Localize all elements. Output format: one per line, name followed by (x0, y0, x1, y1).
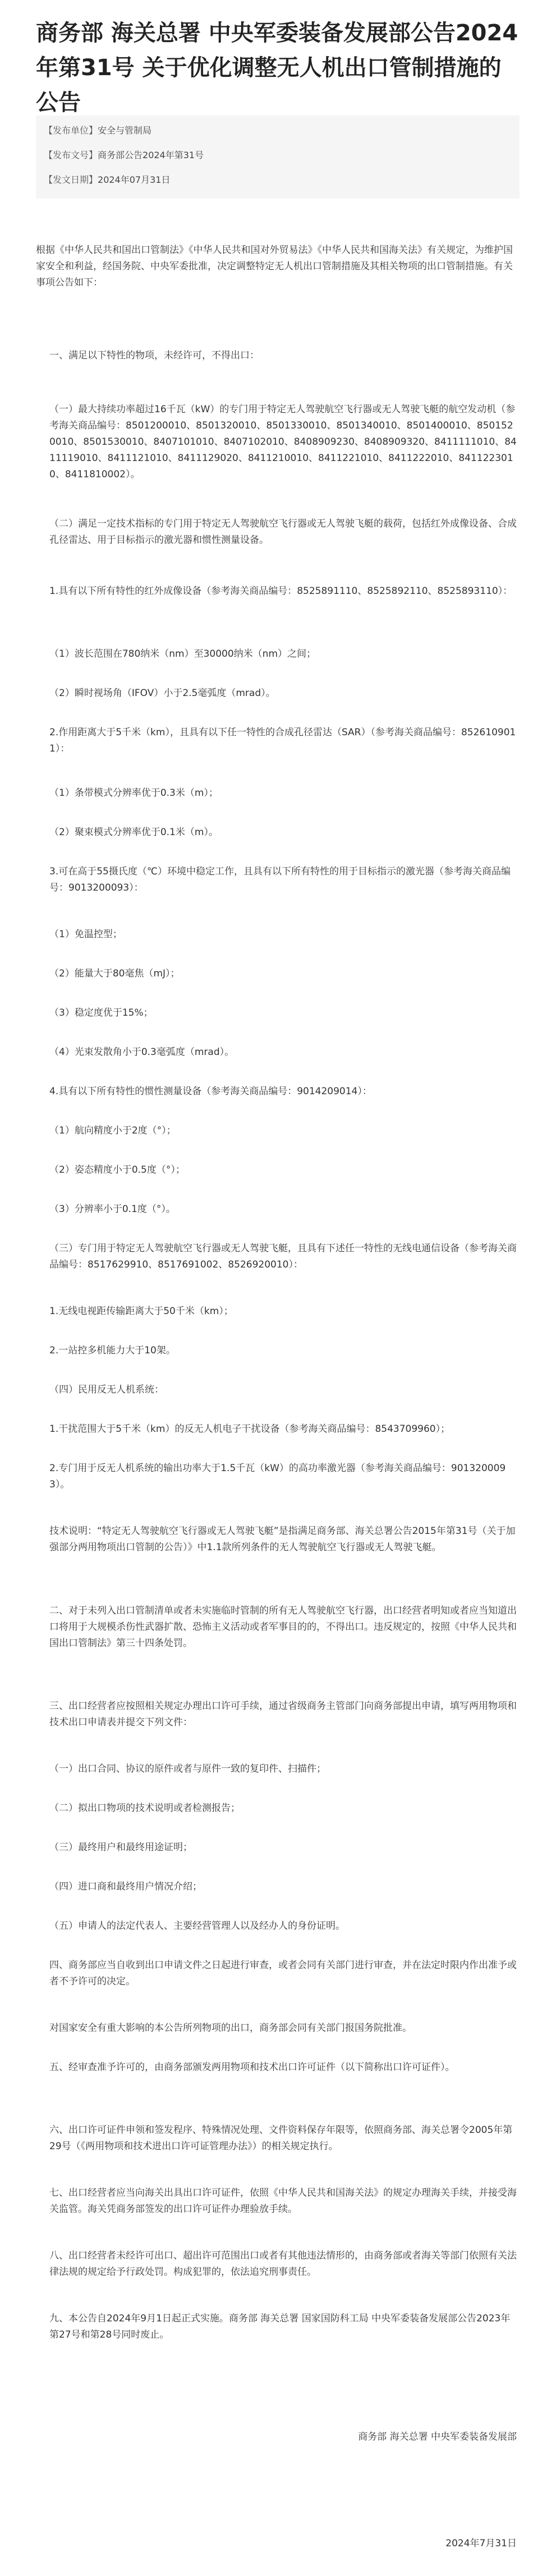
intro-paragraph: 根据《中华人民共和国出口管制法》《中华人民共和国对外贸易法》《中华人民共和国海关法》有关规定，为维护国家安全和利益，经国务院、中央军委批准，决定调整特定无人机出口管制措施及其相关物项的出口管制措施。有关事项公告如下： (36, 245, 513, 288)
paragraph: （四）民用反无人机系统： (49, 1384, 164, 1395)
meta-doc-no-value: 商务部公告2024年第31号 (98, 150, 204, 160)
paragraph: （四）进口商和最终用户情况介绍； (49, 1881, 202, 1892)
paragraph: 九、本公告自2024年9月1日起正式实施。商务部 海关总署 国家国防科工局 中央军委装备发展部公告2023年第27号和第28号同时废止。 (49, 2313, 511, 2340)
paragraph: （五）申请人的法定代表人、主要经营管理人以及经办人的身份证明。 (49, 1920, 345, 1932)
paragraph: （1）免温控型； (49, 929, 122, 940)
paragraph: 六、出口许可证件申领和签发程序、特殊情况处理、文件资料保存年限等，依照商务部、海关总署令2005年第29号（《两用物项和技术进出口许可证管理办法》）的相关规定执行。 (49, 2125, 513, 2152)
meta-doc-no-label: 【发布文号】 (44, 150, 98, 160)
paragraph: 五、经审查准予许可的，由商务部颁发两用物项和技术出口许可证件（以下简称出口许可证件）。 (49, 2062, 455, 2073)
paragraph: （1）航向精度小于2度（°）； (49, 1125, 176, 1136)
paragraph: （一）最大持续功率超过16千瓦（kW）的专门用于特定无人驾驶航空飞行器或无人驾驶飞艇的航空发动机（参考海关商品编号：8501200010、8501320010、8501330010、8501340010、8501400010、8501520010、8501530010、8407101010、8407102010、8408909230、8408909320、8411111010、8411119010、8411121010、8411129020、8411210010、8411221010、8411222010、8411223010、8411810002）。 (49, 404, 517, 480)
paragraph: 三、出口经营者应按照相关规定办理出口许可手续，通过省级商务主管部门向商务部提出申请，填写两用物项和技术出口申请表并提交下列文件： (49, 1701, 517, 1728)
paragraph: 八、出口经营者未经许可出口、超出许可范围出口或者有其他违法情形的，由商务部或者海关等部门依照有关法律法规的规定给予行政处罚。构成犯罪的，依法追究刑事责任。 (49, 2250, 517, 2278)
meta-date-label: 【发文日期】 (44, 174, 98, 185)
meta-publisher-label: 【发布单位】 (44, 125, 98, 136)
paragraph: 技术说明：“特定无人驾驶航空飞行器或无人驾驶飞艇”是指满足商务部、海关总署公告2015年第31号（关于加强部分两用物项出口管制的公告）》中1.1款所列条件的无人驾驶航空飞行器或无人驾驶飞艇。 (49, 1526, 516, 1553)
paragraph: （2）姿态精度小于0.5度（°）； (49, 1164, 185, 1176)
paragraph: 1.具有以下所有特性的红外成像设备（参考海关商品编号：8525891110、8525892110、8525893110）： (49, 586, 513, 597)
paragraph: （2）瞬时视场角（IFOV）小于2.5毫弧度（mrad）。 (49, 688, 275, 699)
paragraph: （1）波长范围在780纳米（nm）至30000纳米（nm）之间； (49, 648, 316, 660)
meta-doc-no (44, 148, 204, 161)
signature: 商务部 海关总署 中央军委装备发展部 (358, 2431, 517, 2443)
meta-publisher (44, 123, 151, 136)
paragraph: 2.作用距离大于5千米（km），且具有以下任一特性的合成孔径雷达（SAR）（参考海关商品编号：8526109011）： (49, 727, 516, 754)
paragraph: （三）专门用于特定无人驾驶航空飞行器或无人驾驶飞艇，且具有下述任一特性的无线电通信设备（参考海关商品编号：8517629910、8517691002、8526920010）： (49, 1243, 517, 1270)
paragraph: （二）满足一定技术指标的专门用于特定无人驾驶航空飞行器或无人驾驶飞艇的载荷，包括红外成像设备、合成孔径雷达、用于目标指示的激光器和惯性测量设备。 (49, 518, 517, 546)
paragraph: （2）能量大于80毫焦（mJ）； (49, 968, 180, 979)
paragraph: （1）条带模式分辨率优于0.3米（m）； (49, 787, 218, 799)
paragraph: 3.可在高于55摄氏度（℃）环境中稳定工作，且具有以下所有特性的用于目标指示的激光器（参考海关商品编号：9013200093）： (49, 866, 511, 893)
paragraph: 4.具有以下所有特性的惯性测量设备（参考海关商品编号：9014209014）： (49, 1086, 372, 1097)
paragraph: （2）聚束模式分辨率优于0.1米（m）。 (49, 827, 218, 838)
paragraph: （三）最终用户和最终用途证明； (49, 1842, 192, 1853)
paragraph: （3）稳定度优于15%； (49, 1007, 153, 1019)
paragraph: （一）出口合同、协议的原件或者与原件一致的复印件、扫描件； (49, 1763, 326, 1775)
meta-date (44, 173, 170, 186)
paragraph: 四、商务部应当自收到出口申请文件之日起进行审查，或者会同有关部门进行审查，并在法定时限内作出准予或者不予许可的决定。 (49, 1960, 517, 1987)
sign-date: 2024年7月31日 (445, 2538, 517, 2549)
section-heading-1: 一、满足以下特性的物项，未经许可，不得出口： (49, 350, 259, 361)
paragraph: 2.一站控多机能力大于10架。 (49, 1345, 176, 1356)
paragraph: （3）分辨率小于0.1度（°）。 (49, 1204, 176, 1215)
document-meta-box (36, 116, 520, 199)
page-title: 商务部 海关总署 中央军委装备发展部公告2024年第31号 关于优化调整无人机出口管制措施的公告 (36, 20, 518, 116)
meta-publisher-value: 安全与管制局 (98, 125, 152, 136)
paragraph: 对国家安全有重大影响的本公告所列物项的出口，商务部会同有关部门报国务院批准。 (49, 2022, 412, 2034)
paragraph: （4）光束发散角小于0.3毫弧度（mrad）。 (49, 1047, 235, 1058)
paragraph: 1.无线电视距传输距离大于50千米（km）； (49, 1306, 233, 1317)
paragraph: 1.干扰范围大于5千米（km）的反无人机电子干扰设备（参考海关商品编号：8543709960）； (49, 1423, 451, 1435)
paragraph: 2.专门用于反无人机系统的输出功率大于1.5千瓦（kW）的高功率激光器（参考海关商品编号：9013200093）。 (49, 1463, 506, 1490)
paragraph: （二）拟出口物项的技术说明或者检测报告； (49, 1803, 240, 1814)
paragraph: 七、出口经营者应当向海关出具出口许可证件，依照《中华人民共和国海关法》的规定办理海关手续，并接受海关监管。海关凭商务部签发的出口许可证件办理验放手续。 (49, 2187, 517, 2215)
paragraph: 二、对于未列入出口管制清单或者未实施临时管制的所有无人驾驶航空飞行器，出口经营者明知或者应当知道出口将用于大规模杀伤性武器扩散、恐怖主义活动或者军事目的的，不得出口。违反规定的，按照《中华人民共和国出口管制法》第三十四条处罚。 (49, 1605, 517, 1649)
meta-date-value: 2024年07月31日 (98, 174, 171, 185)
